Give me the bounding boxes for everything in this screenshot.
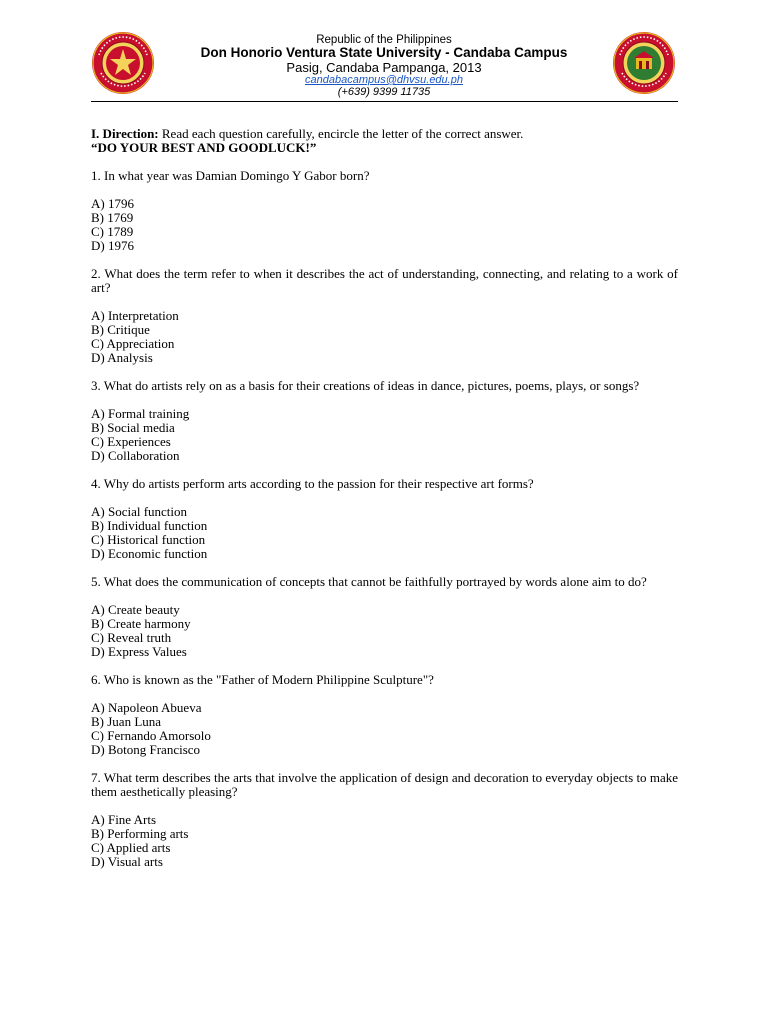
question-6: 6. Who is known as the "Father of Modern Philippine Sculpture"? bbox=[91, 672, 434, 687]
choice-1b: B) 1769 bbox=[91, 210, 134, 225]
choice-6a: A) Napoleon Abueva bbox=[91, 700, 202, 715]
choice-4b: B) Individual function bbox=[91, 518, 208, 533]
choice-4a: A) Social function bbox=[91, 504, 188, 519]
choice-6c: C) Fernando Amorsolo bbox=[91, 728, 211, 743]
choices-1 bbox=[91, 197, 678, 253]
header-phone: (+639) 9399 11735 bbox=[337, 86, 431, 98]
header-address: Pasig, Candaba Pampanga, 2013 bbox=[286, 60, 482, 75]
question-1: 1. In what year was Damian Domingo Y Gabor born? bbox=[91, 168, 370, 183]
choice-2a: A) Interpretation bbox=[91, 308, 179, 323]
choice-3a: A) Formal training bbox=[91, 406, 190, 421]
question-2: 2. What does the term refer to when it describes the act of understanding, connecting, and relating to a work of art? bbox=[91, 266, 678, 295]
choice-6d: D) Botong Francisco bbox=[91, 742, 201, 757]
choice-4c: C) Historical function bbox=[91, 532, 206, 547]
question-3: 3. What do artists rely on as a basis for their creations of ideas in dance, pictures, poems, plays, or songs? bbox=[91, 378, 640, 393]
question-7: 7. What term describes the arts that involve the application of design and decoration to everyday objects to make them aesthetically pleasing? bbox=[91, 770, 678, 799]
direction-label: I. Direction: bbox=[91, 126, 159, 141]
header-email-link[interactable]: candabacampus@dhvsu.edu.ph bbox=[305, 74, 463, 86]
header-university-name: Don Honorio Ventura State University - Candaba Campus bbox=[200, 45, 568, 60]
choice-5c: C) Reveal truth bbox=[91, 630, 172, 645]
choice-5a: A) Create beauty bbox=[91, 602, 180, 617]
direction-line bbox=[91, 127, 678, 141]
motto: “DO YOUR BEST AND GOODLUCK!” bbox=[91, 140, 317, 155]
choice-7b: B) Performing arts bbox=[91, 826, 189, 841]
choice-2c: C) Appreciation bbox=[91, 336, 175, 351]
choices-4 bbox=[91, 505, 678, 561]
choices-7 bbox=[91, 813, 678, 869]
header-republic: Republic of the Philippines bbox=[316, 34, 452, 46]
choice-5d: D) Express Values bbox=[91, 644, 187, 659]
choice-2d: D) Analysis bbox=[91, 350, 153, 365]
choices-2 bbox=[91, 309, 678, 365]
question-4: 4. Why do artists perform arts according to the passion for their respective art forms? bbox=[91, 476, 534, 491]
choice-5b: B) Create harmony bbox=[91, 616, 191, 631]
choices-6 bbox=[91, 701, 678, 757]
choices-5 bbox=[91, 603, 678, 659]
direction-text: Read each question carefully, encircle the letter of the correct answer. bbox=[158, 126, 524, 141]
choice-6b: B) Juan Luna bbox=[91, 714, 162, 729]
choice-3c: C) Experiences bbox=[91, 434, 171, 449]
choice-3b: B) Social media bbox=[91, 420, 175, 435]
choice-4d: D) Economic function bbox=[91, 546, 208, 561]
choice-2b: B) Critique bbox=[91, 322, 150, 337]
header-divider bbox=[91, 101, 678, 102]
choice-1c: C) 1789 bbox=[91, 224, 134, 239]
choice-7d: D) Visual arts bbox=[91, 854, 163, 869]
choice-1d: D) 1976 bbox=[91, 238, 134, 253]
choice-7c: C) Applied arts bbox=[91, 840, 171, 855]
choice-7a: A) Fine Arts bbox=[91, 812, 156, 827]
choice-3d: D) Collaboration bbox=[91, 448, 180, 463]
document-header bbox=[0, 0, 768, 105]
exam-content bbox=[91, 127, 678, 869]
choice-1a: A) 1796 bbox=[91, 196, 134, 211]
question-5: 5. What does the communication of concepts that cannot be faithfully portrayed by words alone aim to do? bbox=[91, 574, 647, 589]
choices-3 bbox=[91, 407, 678, 463]
campus-seal-icon bbox=[612, 31, 676, 95]
